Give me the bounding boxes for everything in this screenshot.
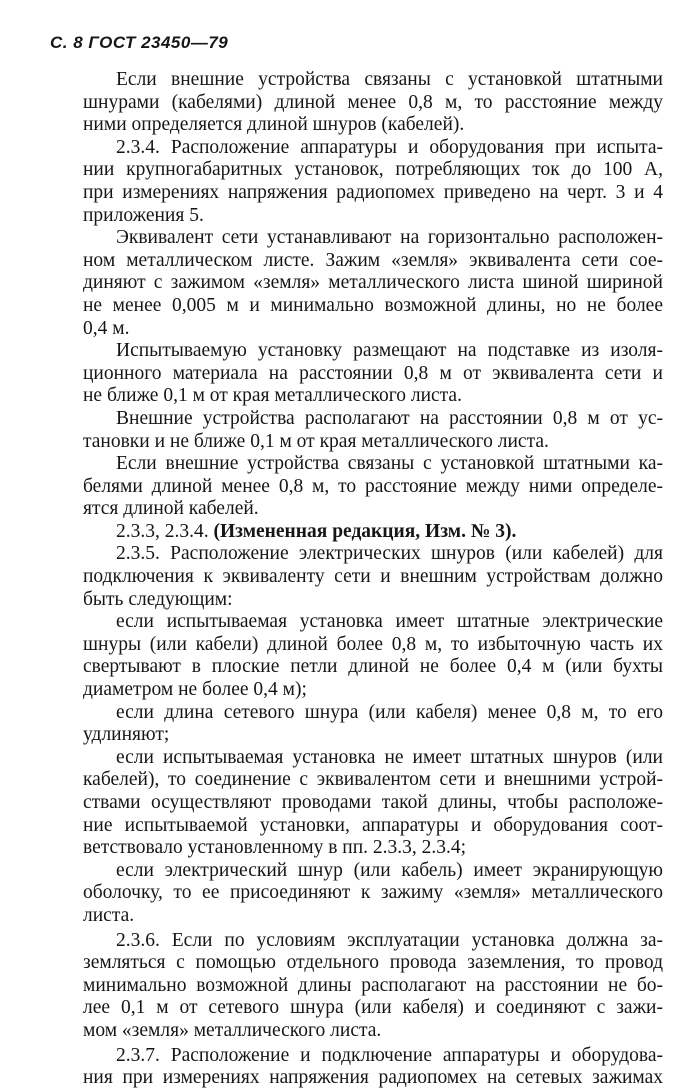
text-line: ном металлическом листе. Зажим «земля» эквивалента сети сое-: [83, 249, 663, 271]
text-line: белями длиной менее 0,8 м, то расстояние между ними определе-: [83, 475, 663, 497]
text-line: шнурами (кабелями) длиной менее 0,8 м, то расстояние между: [83, 91, 663, 113]
text-line: нии крупногабаритных установок, потребляющих ток до 100 А,: [83, 159, 663, 181]
text-line: ятся длиной кабелей.: [83, 498, 259, 520]
section-2-3-7: 2.3.7. Расположение и подключение аппаратуры и оборудова-: [116, 1044, 663, 1066]
text-line: Внешние устройства располагают на расстоянии 0,8 м от ус-: [116, 407, 663, 429]
list-item: если электрический шнур (или кабель) имеет экранирующую: [116, 859, 663, 881]
body-text: [83, 69, 663, 1090]
amendment-label: (Измененная редакция, Изм. № 3).: [213, 520, 517, 542]
text-line: мом «земля» металлического листа.: [83, 1019, 382, 1041]
text-line: диняют с зажимом «земля» металлического листа шиной шириной: [83, 272, 663, 294]
text-line: тановки и не ближе 0,1 м от края металлического листа.: [83, 430, 549, 452]
text-line: ними определяется длиной шнуров (кабелей).: [83, 114, 465, 136]
text-line: Если внешние устройства связаны с установкой штатными: [116, 69, 663, 90]
text-line: ветствовало установленному в пп. 2.3.3, 2.3.4;: [83, 837, 467, 859]
text-line: кабелей), то соединение с эквивалентом сети и внешними устрой-: [83, 769, 663, 791]
text-line: подключения к эквиваленту сети и внешним устройствам должно: [83, 566, 663, 588]
text-line: ние испытываемой установки, аппаратуры и оборудования соот-: [83, 814, 663, 836]
amendment-sections: 2.3.3, 2.3.4.: [116, 520, 209, 542]
section-2-3-6: 2.3.6. Если по условиям эксплуатации установка должна за-: [116, 929, 663, 951]
text-line: не менее 0,005 м и минимально возможной длины, но не более: [83, 294, 663, 316]
text-line: удлиняют;: [83, 724, 170, 746]
text-line: 0,4 м.: [83, 317, 130, 339]
text-line: не ближе 0,1 м от края металлического листа.: [83, 385, 462, 407]
text-line: листа.: [83, 904, 135, 926]
text-line: свертывают в плоские петли длиной не более 0,4 м (или бухты: [83, 656, 663, 678]
text-line: Эквивалент сети устанавливают на горизонтально расположен-: [116, 227, 663, 249]
amendment-note: [83, 521, 663, 544]
text-line: приложения 5.: [83, 204, 204, 226]
text-line: Испытываемую установку размещают на подставке из изоля-: [116, 340, 663, 362]
text-line: при измерениях напряжения радиопомех приведено на черт. 3 и 4: [83, 181, 663, 203]
text-line: лее 0,1 м от сетевого шнура (или кабеля) и соединяют с зажи-: [83, 997, 663, 1019]
text-line: Если внешние устройства связаны с установкой штатными ка-: [116, 453, 663, 475]
text-line: ствами осуществляют проводами такой длины, чтобы расположе-: [83, 792, 663, 813]
text-line: земляться с помощью отдельного провода заземления, то провод: [83, 952, 663, 974]
text-line: оболочку, то ее присоединяют к зажиму «земля» металлического: [83, 882, 663, 904]
section-2-3-5: 2.3.5. Расположение электрических шнуров (или кабелей) для: [116, 543, 663, 565]
list-item: если испытываемая установка не имеет штатных шнуров (или: [116, 746, 663, 768]
text-line: ния при измерениях напряжения радиопомех на сетевых зажимах: [83, 1067, 663, 1089]
page-header: С. 8 ГОСТ 23450—79: [50, 33, 229, 52]
text-line: диаметром не более 0,4 м);: [83, 679, 307, 701]
text-line: ционного материала на расстоянии 0,8 м от эквивалента сети и: [83, 362, 663, 384]
list-item: если испытываемая установка имеет штатные электрические: [116, 611, 663, 633]
text-line: быть следующим:: [83, 588, 233, 610]
text-line: минимально возможной длины располагают на расстоянии не бо-: [83, 974, 663, 996]
text-line: шнуры (или кабели) длиной более 0,8 м, то избыточную часть их: [83, 633, 663, 655]
list-item: если длина сетевого шнура (или кабеля) менее 0,8 м, то его: [116, 701, 663, 723]
section-2-3-4: 2.3.4. Расположение аппаратуры и оборудования при испыта-: [116, 136, 663, 158]
